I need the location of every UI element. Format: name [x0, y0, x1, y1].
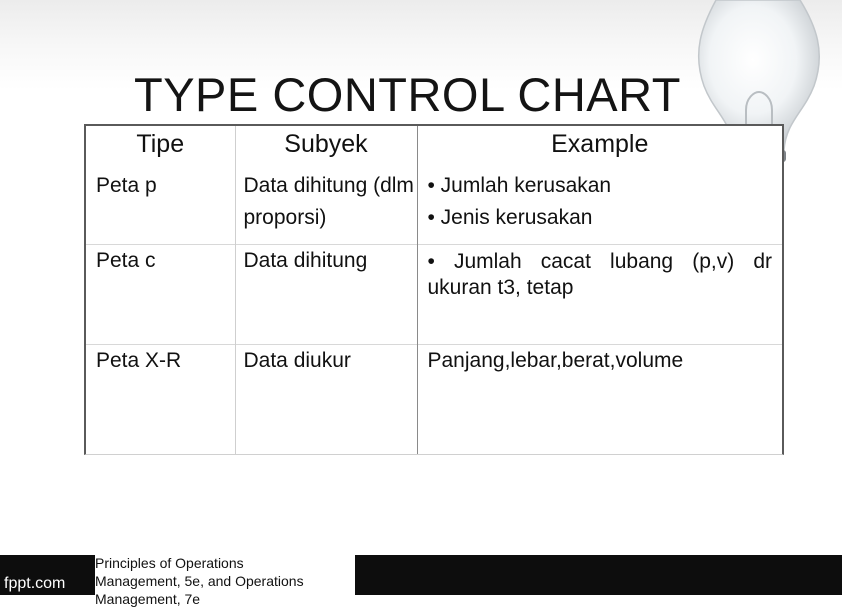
table [86, 126, 782, 454]
cell-tipe: Peta c [86, 244, 235, 344]
cell-subyek: Data diukur [235, 344, 417, 454]
header-example: Example [551, 130, 649, 158]
cell-tipe: Peta X-R [86, 344, 235, 454]
example-bullet: • Jenis kerusakan [427, 206, 593, 229]
header-subyek: Subyek [235, 126, 417, 170]
table-header-row [86, 126, 782, 170]
control-chart-table [84, 124, 784, 455]
slide-title: TYPE CONTROL CHART [134, 68, 681, 121]
cell-example: • Jumlah cacat lubang (p,v) dr ukuran t3, tetap [417, 244, 782, 344]
footer-brand: fppt.com [4, 575, 66, 592]
cell-subyek: Data dihitung (dlm proporsi) [235, 170, 417, 244]
table-row [86, 244, 782, 344]
example-bullet: • Jumlah kerusakan [427, 174, 612, 197]
cell-example: Panjang,lebar,berat,volume [417, 344, 782, 454]
table-row [86, 344, 782, 454]
footer-note: Principles of Operations Management, 5e, and Operations Management, 7e [95, 554, 355, 595]
cell-example [417, 170, 782, 244]
table-row [86, 170, 782, 244]
cell-tipe: Peta p [86, 170, 235, 244]
cell-subyek: Data dihitung [235, 244, 417, 344]
header-tipe: Tipe [86, 126, 235, 170]
